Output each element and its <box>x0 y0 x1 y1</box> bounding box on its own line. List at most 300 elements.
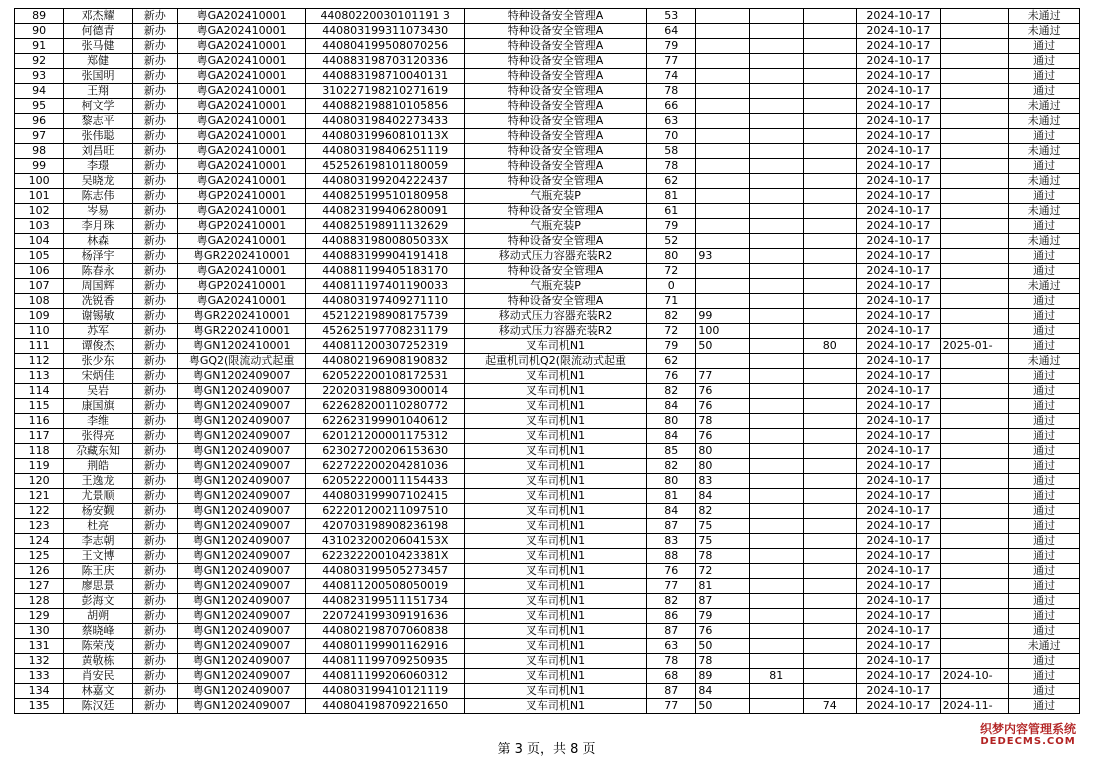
practical-score-cell <box>696 189 750 204</box>
name-cell: 林嘉文 <box>64 684 133 699</box>
table-row <box>15 414 1080 429</box>
retake-theory-cell <box>749 639 803 654</box>
course-cell: 特种设备安全管理A <box>464 84 646 99</box>
name-cell: 张少东 <box>64 354 133 369</box>
type-cell: 新办 <box>132 699 177 714</box>
seq-cell: 101 <box>15 189 64 204</box>
name-cell: 刘昌旺 <box>64 144 133 159</box>
retake-theory-cell <box>749 369 803 384</box>
seq-cell: 99 <box>15 159 64 174</box>
result-cell: 通过 <box>1009 519 1080 534</box>
retake-date-cell <box>940 99 1009 114</box>
retake-practical-cell <box>803 99 857 114</box>
cert-code-cell: 粤GN1202409007 <box>177 384 306 399</box>
type-cell: 新办 <box>132 504 177 519</box>
retake-date-cell <box>940 399 1009 414</box>
cert-code-cell: 粤GA202410001 <box>177 174 306 189</box>
id-number-cell: 440883198710040131 <box>306 69 465 84</box>
id-number-cell: 440811199709250935 <box>306 654 465 669</box>
theory-score-cell: 76 <box>647 369 696 384</box>
seq-cell: 121 <box>15 489 64 504</box>
cert-code-cell: 粤GN1202409007 <box>177 489 306 504</box>
seq-cell: 134 <box>15 684 64 699</box>
name-cell: 谢锡敏 <box>64 309 133 324</box>
retake-theory-cell <box>749 429 803 444</box>
theory-score-cell: 82 <box>647 309 696 324</box>
id-number-cell: 62232220010423381X <box>306 549 465 564</box>
type-cell: 新办 <box>132 9 177 24</box>
name-cell: 王逸龙 <box>64 474 133 489</box>
result-cell: 通过 <box>1009 69 1080 84</box>
type-cell: 新办 <box>132 249 177 264</box>
id-number-cell: 43102320020604153X <box>306 534 465 549</box>
result-cell: 通过 <box>1009 39 1080 54</box>
retake-date-cell <box>940 279 1009 294</box>
theory-score-cell: 77 <box>647 699 696 714</box>
retake-practical-cell <box>803 504 857 519</box>
retake-practical-cell <box>803 24 857 39</box>
cert-code-cell: 粤GN1202409007 <box>177 564 306 579</box>
name-cell: 张伟聪 <box>64 129 133 144</box>
retake-practical-cell <box>803 9 857 24</box>
course-cell: 叉车司机N1 <box>464 684 646 699</box>
practical-score-cell: 50 <box>696 699 750 714</box>
exam-date-cell: 2024-10-17 <box>857 684 941 699</box>
result-cell: 通过 <box>1009 654 1080 669</box>
practical-score-cell: 83 <box>696 474 750 489</box>
exam-date-cell: 2024-10-17 <box>857 9 941 24</box>
exam-date-cell: 2024-10-17 <box>857 414 941 429</box>
name-cell: 荆皓 <box>64 459 133 474</box>
retake-date-cell <box>940 369 1009 384</box>
seq-cell: 92 <box>15 54 64 69</box>
id-number-cell: 440811197401190033 <box>306 279 465 294</box>
type-cell: 新办 <box>132 219 177 234</box>
practical-score-cell: 84 <box>696 489 750 504</box>
table-row <box>15 219 1080 234</box>
table-row <box>15 24 1080 39</box>
id-number-cell: 440803199311073430 <box>306 24 465 39</box>
course-cell: 叉车司机N1 <box>464 699 646 714</box>
exam-date-cell: 2024-10-17 <box>857 654 941 669</box>
seq-cell: 132 <box>15 654 64 669</box>
table-row <box>15 354 1080 369</box>
result-cell: 通过 <box>1009 159 1080 174</box>
exam-date-cell: 2024-10-17 <box>857 309 941 324</box>
retake-theory-cell <box>749 114 803 129</box>
course-cell: 叉车司机N1 <box>464 429 646 444</box>
name-cell: 彭海文 <box>64 594 133 609</box>
cert-code-cell: 粤GN1202409007 <box>177 504 306 519</box>
course-cell: 叉车司机N1 <box>464 489 646 504</box>
theory-score-cell: 81 <box>647 189 696 204</box>
cert-code-cell: 粤GN1202409007 <box>177 624 306 639</box>
table-row <box>15 624 1080 639</box>
name-cell: 王翔 <box>64 84 133 99</box>
type-cell: 新办 <box>132 414 177 429</box>
seq-cell: 89 <box>15 9 64 24</box>
retake-date-cell <box>940 564 1009 579</box>
exam-date-cell: 2024-10-17 <box>857 429 941 444</box>
practical-score-cell <box>696 144 750 159</box>
course-cell: 移动式压力容器充装R2 <box>464 309 646 324</box>
exam-date-cell: 2024-10-17 <box>857 189 941 204</box>
retake-practical-cell <box>803 249 857 264</box>
seq-cell: 104 <box>15 234 64 249</box>
retake-practical-cell <box>803 219 857 234</box>
exam-date-cell: 2024-10-17 <box>857 24 941 39</box>
result-cell: 通过 <box>1009 249 1080 264</box>
practical-score-cell: 76 <box>696 624 750 639</box>
id-number-cell: 440804198709221650 <box>306 699 465 714</box>
id-number-cell: 440803199410121119 <box>306 684 465 699</box>
seq-cell: 129 <box>15 609 64 624</box>
result-cell: 未通过 <box>1009 354 1080 369</box>
retake-date-cell <box>940 384 1009 399</box>
id-number-cell: 452526198101180059 <box>306 159 465 174</box>
retake-theory-cell <box>749 684 803 699</box>
retake-practical-cell <box>803 534 857 549</box>
name-cell: 黎志平 <box>64 114 133 129</box>
theory-score-cell: 70 <box>647 129 696 144</box>
type-cell: 新办 <box>132 189 177 204</box>
theory-score-cell: 64 <box>647 24 696 39</box>
retake-practical-cell <box>803 39 857 54</box>
retake-date-cell <box>940 114 1009 129</box>
course-cell: 叉车司机N1 <box>464 594 646 609</box>
seq-cell: 109 <box>15 309 64 324</box>
cert-code-cell: 粤GA202410001 <box>177 144 306 159</box>
retake-date-cell <box>940 639 1009 654</box>
retake-practical-cell <box>803 594 857 609</box>
seq-cell: 96 <box>15 114 64 129</box>
retake-date-cell: 2024-11- <box>940 699 1009 714</box>
table-row <box>15 444 1080 459</box>
retake-theory-cell <box>749 69 803 84</box>
result-cell: 通过 <box>1009 684 1080 699</box>
result-cell: 通过 <box>1009 609 1080 624</box>
type-cell: 新办 <box>132 279 177 294</box>
id-number-cell: 440882198810105856 <box>306 99 465 114</box>
result-cell: 通过 <box>1009 444 1080 459</box>
retake-practical-cell <box>803 369 857 384</box>
retake-practical-cell <box>803 264 857 279</box>
exam-date-cell: 2024-10-17 <box>857 99 941 114</box>
cert-code-cell: 粤GN1202409007 <box>177 399 306 414</box>
course-cell: 特种设备安全管理A <box>464 144 646 159</box>
retake-theory-cell <box>749 324 803 339</box>
table-row <box>15 324 1080 339</box>
retake-practical-cell <box>803 114 857 129</box>
id-number-cell: 440803199204222437 <box>306 174 465 189</box>
theory-score-cell: 85 <box>647 444 696 459</box>
retake-practical-cell <box>803 159 857 174</box>
name-cell: 苏军 <box>64 324 133 339</box>
practical-score-cell: 78 <box>696 414 750 429</box>
exam-date-cell: 2024-10-17 <box>857 39 941 54</box>
type-cell: 新办 <box>132 519 177 534</box>
exam-date-cell: 2024-10-17 <box>857 609 941 624</box>
exam-date-cell: 2024-10-17 <box>857 294 941 309</box>
retake-theory-cell <box>749 699 803 714</box>
type-cell: 新办 <box>132 354 177 369</box>
name-cell: 杨泽宇 <box>64 249 133 264</box>
seq-cell: 91 <box>15 39 64 54</box>
theory-score-cell: 74 <box>647 69 696 84</box>
type-cell: 新办 <box>132 54 177 69</box>
retake-practical-cell <box>803 684 857 699</box>
name-cell: 李维 <box>64 414 133 429</box>
theory-score-cell: 66 <box>647 99 696 114</box>
name-cell: 蔡晓峰 <box>64 624 133 639</box>
retake-theory-cell <box>749 159 803 174</box>
exam-date-cell: 2024-10-17 <box>857 219 941 234</box>
id-number-cell: 623027200206153630 <box>306 444 465 459</box>
retake-date-cell <box>940 474 1009 489</box>
course-cell: 叉车司机N1 <box>464 669 646 684</box>
practical-score-cell <box>696 84 750 99</box>
practical-score-cell <box>696 39 750 54</box>
theory-score-cell: 81 <box>647 489 696 504</box>
retake-practical-cell <box>803 129 857 144</box>
id-number-cell: 440883198703120336 <box>306 54 465 69</box>
result-cell: 通过 <box>1009 54 1080 69</box>
result-cell: 未通过 <box>1009 639 1080 654</box>
exam-date-cell: 2024-10-17 <box>857 669 941 684</box>
theory-score-cell: 71 <box>647 294 696 309</box>
theory-score-cell: 52 <box>647 234 696 249</box>
course-cell: 叉车司机N1 <box>464 579 646 594</box>
table-row <box>15 234 1080 249</box>
retake-date-cell <box>940 234 1009 249</box>
theory-score-cell: 84 <box>647 399 696 414</box>
exam-date-cell: 2024-10-17 <box>857 324 941 339</box>
retake-practical-cell <box>803 279 857 294</box>
name-cell: 吴岩 <box>64 384 133 399</box>
exam-date-cell: 2024-10-17 <box>857 84 941 99</box>
retake-theory-cell <box>749 414 803 429</box>
course-cell: 叉车司机N1 <box>464 534 646 549</box>
seq-cell: 93 <box>15 69 64 84</box>
theory-score-cell: 63 <box>647 639 696 654</box>
table-row <box>15 684 1080 699</box>
cert-code-cell: 粤GR2202410001 <box>177 249 306 264</box>
practical-score-cell: 75 <box>696 534 750 549</box>
result-cell: 未通过 <box>1009 114 1080 129</box>
type-cell: 新办 <box>132 654 177 669</box>
id-number-cell: 440825199510180958 <box>306 189 465 204</box>
course-cell: 叉车司机N1 <box>464 474 646 489</box>
theory-score-cell: 77 <box>647 54 696 69</box>
name-cell: 李月珠 <box>64 219 133 234</box>
name-cell: 张国明 <box>64 69 133 84</box>
practical-score-cell: 79 <box>696 609 750 624</box>
result-cell: 通过 <box>1009 624 1080 639</box>
seq-cell: 126 <box>15 564 64 579</box>
result-cell: 未通过 <box>1009 174 1080 189</box>
practical-score-cell <box>696 204 750 219</box>
retake-practical-cell <box>803 324 857 339</box>
result-cell: 通过 <box>1009 549 1080 564</box>
retake-practical-cell <box>803 669 857 684</box>
practical-score-cell <box>696 234 750 249</box>
results-table-body <box>15 9 1080 714</box>
table-row <box>15 69 1080 84</box>
theory-score-cell: 87 <box>647 684 696 699</box>
retake-theory-cell <box>749 264 803 279</box>
seq-cell: 118 <box>15 444 64 459</box>
type-cell: 新办 <box>132 639 177 654</box>
theory-score-cell: 53 <box>647 9 696 24</box>
result-cell: 通过 <box>1009 324 1080 339</box>
retake-date-cell <box>940 69 1009 84</box>
retake-date-cell <box>940 129 1009 144</box>
retake-theory-cell <box>749 174 803 189</box>
watermark-domain: DEDECMS.COM <box>980 736 1076 747</box>
cert-code-cell: 粤GN1202409007 <box>177 414 306 429</box>
exam-date-cell: 2024-10-17 <box>857 444 941 459</box>
exam-date-cell: 2024-10-17 <box>857 279 941 294</box>
retake-date-cell <box>940 174 1009 189</box>
seq-cell: 124 <box>15 534 64 549</box>
type-cell: 新办 <box>132 144 177 159</box>
exam-date-cell: 2024-10-17 <box>857 489 941 504</box>
id-number-cell: 620121200001175312 <box>306 429 465 444</box>
type-cell: 新办 <box>132 369 177 384</box>
exam-date-cell: 2024-10-17 <box>857 174 941 189</box>
cert-code-cell: 粤GA202410001 <box>177 234 306 249</box>
table-row <box>15 249 1080 264</box>
retake-date-cell <box>940 219 1009 234</box>
exam-date-cell: 2024-10-17 <box>857 369 941 384</box>
retake-date-cell <box>940 54 1009 69</box>
result-cell: 通过 <box>1009 504 1080 519</box>
theory-score-cell: 87 <box>647 519 696 534</box>
id-number-cell: 440803197409271110 <box>306 294 465 309</box>
retake-theory-cell <box>749 624 803 639</box>
seq-cell: 131 <box>15 639 64 654</box>
table-row <box>15 489 1080 504</box>
cert-code-cell: 粤GN1202409007 <box>177 369 306 384</box>
cert-code-cell: 粤GA202410001 <box>177 114 306 129</box>
retake-theory-cell <box>749 534 803 549</box>
retake-practical-cell: 80 <box>803 339 857 354</box>
id-number-cell: 440802198707060838 <box>306 624 465 639</box>
cert-code-cell: 粤GN1202409007 <box>177 579 306 594</box>
table-row <box>15 84 1080 99</box>
cert-code-cell: 粤GP202410001 <box>177 219 306 234</box>
retake-date-cell <box>940 429 1009 444</box>
exam-date-cell: 2024-10-17 <box>857 594 941 609</box>
retake-theory-cell <box>749 474 803 489</box>
seq-cell: 112 <box>15 354 64 369</box>
name-cell: 陈志伟 <box>64 189 133 204</box>
name-cell: 康国旗 <box>64 399 133 414</box>
result-cell: 通过 <box>1009 564 1080 579</box>
retake-theory-cell <box>749 294 803 309</box>
type-cell: 新办 <box>132 624 177 639</box>
theory-score-cell: 78 <box>647 654 696 669</box>
course-cell: 叉车司机N1 <box>464 549 646 564</box>
name-cell: 冼锐香 <box>64 294 133 309</box>
cert-code-cell: 粤GA202410001 <box>177 99 306 114</box>
theory-score-cell: 87 <box>647 624 696 639</box>
table-row <box>15 39 1080 54</box>
theory-score-cell: 58 <box>647 144 696 159</box>
seq-cell: 116 <box>15 414 64 429</box>
retake-theory-cell <box>749 594 803 609</box>
id-number-cell: 622623199901040612 <box>306 414 465 429</box>
site-watermark <box>969 722 1087 748</box>
result-cell: 未通过 <box>1009 279 1080 294</box>
id-number-cell: 440811200508050019 <box>306 579 465 594</box>
table-row <box>15 459 1080 474</box>
name-cell: 陈王庆 <box>64 564 133 579</box>
id-number-cell: 440883199904191418 <box>306 249 465 264</box>
seq-cell: 133 <box>15 669 64 684</box>
table-row <box>15 549 1080 564</box>
type-cell: 新办 <box>132 84 177 99</box>
name-cell: 柯文学 <box>64 99 133 114</box>
retake-date-cell <box>940 594 1009 609</box>
retake-date-cell <box>940 84 1009 99</box>
result-cell: 通过 <box>1009 489 1080 504</box>
retake-date-cell <box>940 609 1009 624</box>
table-row <box>15 189 1080 204</box>
retake-practical-cell <box>803 144 857 159</box>
result-cell: 通过 <box>1009 264 1080 279</box>
retake-practical-cell <box>803 414 857 429</box>
retake-practical-cell <box>803 69 857 84</box>
result-cell: 通过 <box>1009 699 1080 714</box>
retake-practical-cell <box>803 474 857 489</box>
retake-date-cell <box>940 459 1009 474</box>
result-cell: 通过 <box>1009 369 1080 384</box>
type-cell: 新办 <box>132 294 177 309</box>
practical-score-cell <box>696 54 750 69</box>
theory-score-cell: 78 <box>647 84 696 99</box>
exam-date-cell: 2024-10-17 <box>857 549 941 564</box>
retake-theory-cell <box>749 489 803 504</box>
table-row <box>15 144 1080 159</box>
course-cell: 叉车司机N1 <box>464 564 646 579</box>
page-indicator: 第 3 页，共 8 页 <box>497 742 596 757</box>
seq-cell: 114 <box>15 384 64 399</box>
practical-score-cell: 81 <box>696 579 750 594</box>
course-cell: 移动式压力容器充装R2 <box>464 249 646 264</box>
result-cell: 通过 <box>1009 594 1080 609</box>
seq-cell: 110 <box>15 324 64 339</box>
name-cell: 吴晓龙 <box>64 174 133 189</box>
retake-theory-cell <box>749 354 803 369</box>
retake-theory-cell <box>749 444 803 459</box>
result-cell: 未通过 <box>1009 204 1080 219</box>
practical-score-cell: 99 <box>696 309 750 324</box>
course-cell: 叉车司机N1 <box>464 459 646 474</box>
id-number-cell: 420703198908236198 <box>306 519 465 534</box>
seq-cell: 95 <box>15 99 64 114</box>
course-cell: 气瓶充装P <box>464 219 646 234</box>
cert-code-cell: 粤GN1202409007 <box>177 669 306 684</box>
retake-date-cell <box>940 444 1009 459</box>
type-cell: 新办 <box>132 444 177 459</box>
cert-code-cell: 粤GN1202409007 <box>177 444 306 459</box>
table-row <box>15 519 1080 534</box>
practical-score-cell <box>696 159 750 174</box>
retake-date-cell <box>940 624 1009 639</box>
id-number-cell: 310227198210271619 <box>306 84 465 99</box>
retake-theory-cell <box>749 219 803 234</box>
